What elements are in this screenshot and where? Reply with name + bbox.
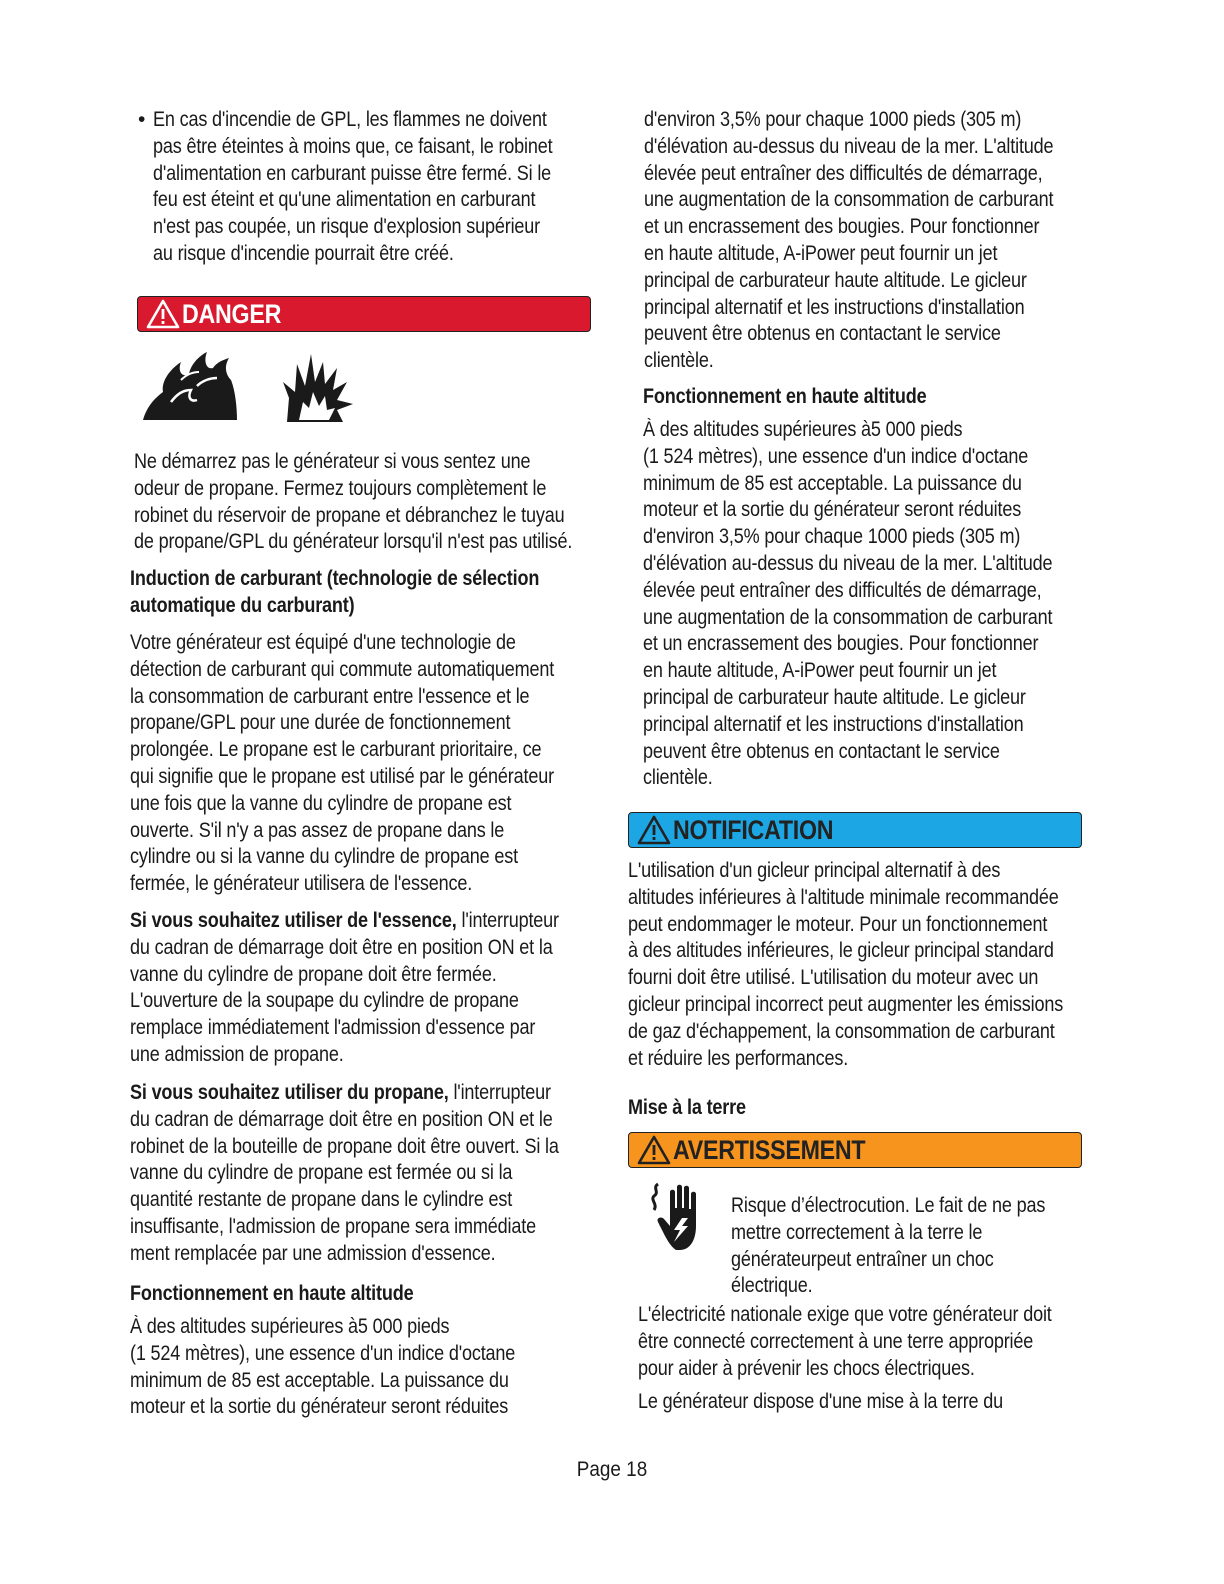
altitude-paragraph-right <box>643 417 1052 792</box>
text-line: être connecté correctement à une terre appropriée <box>638 1329 1034 1353</box>
propane-bold: Si vous souhaitez utiliser du propane, <box>130 1081 449 1104</box>
induction-paragraph <box>130 630 554 898</box>
text-line: fermée, le générateur utilisera de l'essence. <box>130 872 473 896</box>
text-line: élevée peut entraîner des difficultés de démarrage, <box>644 161 1043 185</box>
fire-safety-bullet <box>153 107 552 268</box>
page-number: Page 18 <box>576 1458 648 1481</box>
text-line: à des altitudes inférieures, le gicleur principal standard <box>628 939 1054 963</box>
text-line: principal de carburateur haute altitude. Le gicleur <box>643 685 1026 709</box>
heading-line: Induction de carburant (technologie de sélection <box>130 567 540 590</box>
text-line: pas être éteintes à moins que, ce faisant, le robinet <box>153 134 553 158</box>
text-line: principal alternatif et les instructions d'installation <box>644 295 1025 319</box>
text-line: d'élévation au-dessus du niveau de la mer. L'altitude <box>644 134 1054 158</box>
text-line: altitudes inférieures à l'altitude minimale recommandée <box>628 885 1059 909</box>
text-line: L'utilisation d'un gicleur principal alternatif à des <box>628 859 1001 882</box>
text-line: électrique. <box>731 1274 813 1298</box>
text-line: générateurpeut entraîner un choc <box>731 1247 994 1271</box>
text-line: peuvent être obtenus en contactant le service <box>644 322 1001 346</box>
text-line: n'est pas coupée, un risque d'explosion supérieur <box>153 215 541 239</box>
text-line: d'élévation au-dessus du niveau de la mer. L'altitude <box>643 551 1053 575</box>
text-line: d'environ 3,5% pour chaque 1000 pieds (305 m) <box>644 108 1022 131</box>
text-line: vanne du cylindre de propane est fermée ou si la <box>130 1161 513 1185</box>
text-line: ouverte. S'il n'y a pas assez de propane dans le <box>130 818 505 842</box>
danger-banner <box>137 296 591 332</box>
heading-line: Fonctionnement en haute altitude <box>130 1282 414 1305</box>
notification-label: NOTIFICATION <box>673 814 834 845</box>
text-line: robinet du réservoir de propane et débranchez le tuyau <box>134 503 565 527</box>
text-line: À des altitudes supérieures à5 000 pieds <box>130 1315 450 1338</box>
text-line: insuffisante, l'admission de propane sera immédiate <box>130 1214 536 1238</box>
text-line: En cas d'incendie de GPL, les flammes ne doivent <box>153 108 547 131</box>
text-line: de propane/GPL du générateur lorsqu'il n'est pas utilisé. <box>134 530 573 554</box>
text-line: ment remplacée par une admission d'essence. <box>130 1241 496 1265</box>
warning-text <box>731 1193 1045 1300</box>
text-line: moteur et la sortie du générateur seront réduites <box>643 498 1022 522</box>
warning-label: AVERTISSEMENT <box>673 1134 866 1165</box>
notification-text <box>628 858 1063 1072</box>
altitude-heading-left <box>130 1280 413 1307</box>
text-line: cylindre ou si la vanne du cylindre de propane est <box>130 845 518 869</box>
altitude-continued <box>644 107 1053 375</box>
danger-text <box>134 449 572 556</box>
text-line: peut endommager le moteur. Pour un fonctionnement <box>628 912 1048 936</box>
text-line: en haute altitude, A-iPower peut fournir un jet <box>643 659 997 683</box>
text-line: vanne du cylindre de propane doit être fermée. <box>130 962 497 986</box>
text-line: au risque d'incendie pourrait être créé. <box>153 241 454 265</box>
bullet-dot: • <box>138 108 146 131</box>
warning-banner <box>628 1132 1082 1168</box>
altitude-heading-right <box>643 383 926 410</box>
text-line: clientèle. <box>644 349 714 373</box>
propane-paragraph <box>130 1080 559 1268</box>
text-line: (1 524 mètres), une essence d'un indice d'octane <box>643 444 1029 468</box>
text-line: une fois que la vanne du cylindre de propane est <box>130 791 512 815</box>
text-line: Ne démarrez pas le générateur si vous sentez une <box>134 450 531 473</box>
text-line: du cadran de démarrage doit être en position ON et le <box>130 1107 553 1131</box>
text-line: principal alternatif et les instructions d'installation <box>643 712 1024 736</box>
text-line: principal de carburateur haute altitude. Le gicleur <box>644 268 1027 292</box>
nec-paragraph <box>638 1302 1052 1382</box>
text-line: propane/GPL pour une durée de fonctionnement <box>130 711 511 735</box>
text-line: une augmentation de la consommation de carburant <box>643 605 1053 629</box>
essence-first-rest: l'interrupteur <box>456 909 559 932</box>
text-line: détection de carburant qui commute automatiquement <box>130 657 555 681</box>
heading-line: Mise à la terre <box>628 1096 746 1119</box>
text-line <box>130 1080 559 1107</box>
text-line: L'électricité nationale exige que votre générateur doit <box>638 1303 1052 1326</box>
text-line: et un encrassement des bougies. Pour fonctionner <box>643 632 1039 656</box>
notification-banner <box>628 812 1082 848</box>
heading-line: Fonctionnement en haute altitude <box>643 385 927 408</box>
text-line: en haute altitude, A-iPower peut fournir un jet <box>644 241 998 265</box>
text-line: Risque d’électrocution. Le fait de ne pas <box>731 1194 1046 1217</box>
text-line: Le générateur dispose d'une mise à la terre du <box>638 1390 1004 1413</box>
fire-icon <box>141 350 241 422</box>
text-line: minimum de 85 est acceptable. La puissance du <box>643 471 1022 495</box>
text-line: gicleur principal incorrect peut augmenter les émissions <box>628 992 1064 1016</box>
text-line: robinet de la bouteille de propane doit être ouvert. Si la <box>130 1134 559 1158</box>
text-line: Votre générateur est équipé d'une technologie de <box>130 631 516 654</box>
text-line: clientèle. <box>643 766 713 790</box>
propane-first-rest: l'interrupteur <box>448 1081 551 1104</box>
text-line: du cadran de démarrage doit être en position ON et la <box>130 935 553 959</box>
text-line: élevée peut entraîner des difficultés de démarrage, <box>643 578 1042 602</box>
text-line: la consommation de carburant entre l'essence et le <box>130 684 530 708</box>
text-line: À des altitudes supérieures à5 000 pieds <box>643 418 963 441</box>
text-line: quantité restante de propane dans le cylindre est <box>130 1188 513 1212</box>
altitude-paragraph-left <box>130 1314 515 1421</box>
text-line: qui signifie que le propane est utilisé par le générateur <box>130 764 554 788</box>
heading-line: automatique du carburant) <box>130 594 355 617</box>
last-paragraph <box>638 1389 1003 1416</box>
text-line: feu est éteint et qu'une alimentation en carburant <box>153 188 536 212</box>
text-line: L'ouverture de la soupape du cylindre de propane <box>130 989 519 1013</box>
text-line: et réduire les performances. <box>628 1046 849 1070</box>
induction-heading <box>130 565 539 619</box>
text-line: une augmentation de la consommation de carburant <box>644 188 1054 212</box>
text-line: mettre correctement à la terre le <box>731 1220 983 1244</box>
text-line: odeur de propane. Fermez toujours complètement le <box>134 476 547 500</box>
text-line <box>130 908 559 935</box>
explosion-icon <box>283 352 355 422</box>
danger-label: DANGER <box>182 298 282 329</box>
text-line: prolongée. Le propane est le carburant prioritaire, ce <box>130 738 542 762</box>
essence-bold: Si vous souhaitez utiliser de l'essence, <box>130 909 457 932</box>
text-line: d'alimentation en carburant puisse être fermé. Si le <box>153 161 552 185</box>
electric-shock-icon <box>648 1182 710 1254</box>
text-line: fourni doit être utilisé. L'utilisation du moteur avec un <box>628 966 1039 990</box>
text-line: peuvent être obtenus en contactant le service <box>643 739 1000 763</box>
ground-heading <box>628 1094 746 1121</box>
text-line: (1 524 mètres), une essence d'un indice d'octane <box>130 1341 516 1365</box>
essence-paragraph <box>130 908 559 1069</box>
text-line: moteur et la sortie du générateur seront réduites <box>130 1395 509 1419</box>
text-line: de gaz d'échappement, la consommation de carburant <box>628 1019 1055 1043</box>
text-line: d'environ 3,5% pour chaque 1000 pieds (305 m) <box>643 525 1021 549</box>
text-line: et un encrassement des bougies. Pour fonctionner <box>644 215 1040 239</box>
alert-triangle-icon <box>637 815 671 845</box>
alert-triangle-icon <box>637 1135 671 1165</box>
text-line: une admission de propane. <box>130 1042 344 1066</box>
text-line: minimum de 85 est acceptable. La puissance du <box>130 1368 509 1392</box>
alert-triangle-icon <box>146 299 180 329</box>
text-line: pour aider à prévenir les chocs électriques. <box>638 1356 975 1380</box>
text-line: remplace immédiatement l'admission d'essence par <box>130 1016 536 1040</box>
